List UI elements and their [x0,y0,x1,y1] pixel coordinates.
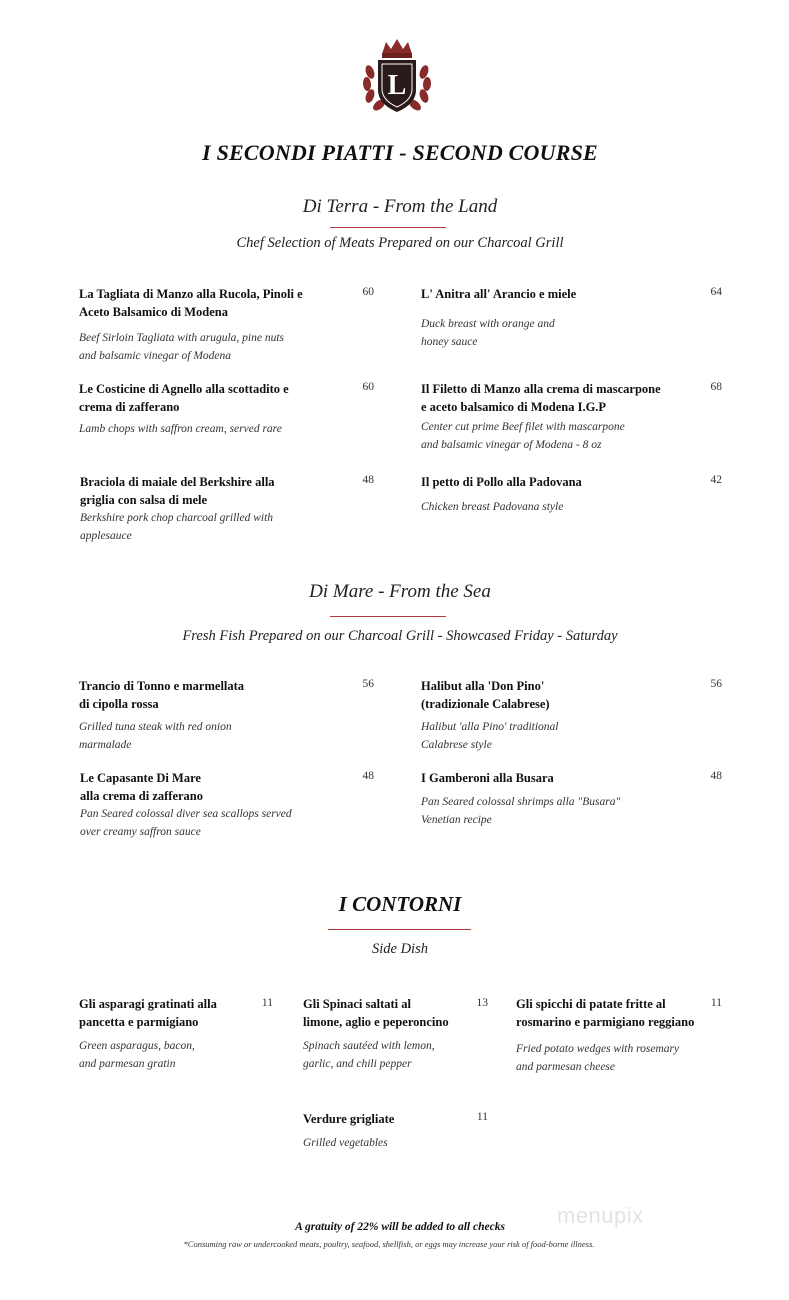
section-divider [328,929,471,930]
section-subtitle-terra: Chef Selection of Meats Prepared on our Charcoal Grill [236,235,564,251]
item-name: (tradizionale Calabrese) [421,697,550,711]
page-title: I SECONDI PIATTI - SECOND COURSE [202,140,598,165]
item-name: limone, aglio e peperoncino [303,1015,449,1029]
menu-item [421,769,701,829]
crown-crest-icon [358,36,436,114]
section-subtitle-contorni: Side Dish [372,941,428,957]
item-price: 60 [362,286,374,298]
item-description: Spinach sautéed with lemon, [303,1040,435,1052]
item-name: Gli spicchi di patate fritte al [516,997,666,1011]
section-title-mare: Di Mare - From the Sea [309,581,491,602]
svg-text:L: L [387,70,407,101]
item-description: Duck breast with orange and [421,318,555,330]
item-description: Green asparagus, bacon, [79,1040,195,1052]
item-name: griglia con salsa di mele [80,493,208,507]
item-price: 48 [362,474,374,486]
item-description: and parmesan gratin [79,1058,176,1070]
health-disclaimer: *Consuming raw or undercooked meats, poultry, seafood, shellfish, or eggs may increase your risk of food-borne illness. [183,1239,595,1249]
item-description: honey sauce [421,336,478,348]
item-name: La Tagliata di Manzo alla Rucola, Pinoli e [79,287,303,301]
item-name: I Gamberoni alla Busara [421,771,554,785]
item-description: Lamb chops with saffron cream, served rare [79,423,282,435]
item-name: di cipolla rossa [79,697,159,711]
item-description: applesauce [80,530,132,542]
item-price: 11 [261,997,273,1009]
item-description: Beef Sirloin Tagliata with arugula, pine nuts [79,332,284,344]
item-description: Center cut prime Beef filet with mascarpone [421,421,625,433]
item-name: Aceto Balsamico di Modena [79,305,228,319]
item-price: 11 [476,1111,488,1123]
item-price: 56 [710,678,722,690]
menu-item [80,473,360,545]
item-description: Pan Seared colossal diver sea scallops served [80,808,292,820]
item-price: 48 [362,770,374,782]
section-title-contorni: I CONTORNI [338,892,462,916]
item-price: 42 [710,474,722,486]
section-divider [330,227,446,228]
item-description: and balsamic vinegar of Modena - 8 oz [421,439,602,451]
menu-item [79,380,359,438]
item-description: and balsamic vinegar of Modena [79,350,232,362]
item-description: Calabrese style [421,739,492,751]
item-price: 68 [710,381,722,393]
menu-item [421,473,701,516]
item-name: Le Costicine di Agnello alla scottadito e [79,382,289,396]
section-divider [330,616,446,617]
item-price: 13 [476,997,488,1009]
item-description: Venetian recipe [421,814,492,826]
menu-item [421,677,701,754]
item-description: Berkshire pork chop charcoal grilled with [80,512,274,524]
restaurant-logo [358,36,436,114]
item-price: 48 [710,770,722,782]
item-name: alla crema di zafferano [80,789,203,803]
item-name: pancetta e parmigiano [79,1015,199,1029]
item-name: Gli Spinaci saltati al [303,997,412,1011]
item-name: e aceto balsamico di Modena I.G.P [421,400,607,414]
item-description: Pan Seared colossal shrimps alla "Busara" [421,796,621,808]
item-description: Halibut 'alla Pino' traditional [421,721,559,733]
item-name: Trancio di Tonno e marmellata [79,679,245,693]
item-price: 56 [362,678,374,690]
item-name: crema di zafferano [79,400,180,414]
item-name: Il petto di Pollo alla Padovana [421,475,582,489]
item-name: Braciola di maiale del Berkshire alla [80,475,275,489]
item-name: Halibut alla 'Don Pino' [421,679,545,693]
watermark-text: menupix [557,1203,644,1228]
item-name: rosmarino e parmigiano reggiano [516,1015,695,1029]
section-subtitle-mare: Fresh Fish Prepared on our Charcoal Grill - Showcased Friday - Saturday [182,628,618,644]
item-name: Il Filetto di Manzo alla crema di mascarpone [421,382,661,396]
item-price: 60 [362,381,374,393]
item-name: Le Capasante Di Mare [80,771,201,785]
item-description: over creamy saffron sauce [80,826,201,838]
section-title-terra: Di Terra - From the Land [302,196,498,217]
menu-item [79,285,359,365]
item-description: marmalade [79,739,132,751]
menu-item [421,380,711,454]
item-name: Gli asparagi gratinati alla [79,997,217,1011]
item-description: Grilled vegetables [303,1137,388,1149]
item-name: L' Anitra all' Arancio e miele [421,287,577,301]
item-price: 64 [710,286,722,298]
item-name: Verdure grigliate [303,1112,395,1126]
menu-item [421,285,701,351]
item-description: Fried potato wedges with rosemary [516,1043,680,1055]
item-description: and parmesan cheese [516,1061,616,1073]
item-price: 11 [710,997,722,1009]
item-description: Chicken breast Padovana style [421,501,564,513]
item-description: garlic, and chili pepper [303,1058,412,1070]
gratuity-note: A gratuity of 22% will be added to all checks [295,1221,505,1233]
item-description: Grilled tuna steak with red onion [79,721,232,733]
menu-item [80,769,370,841]
menu-item [79,677,359,754]
